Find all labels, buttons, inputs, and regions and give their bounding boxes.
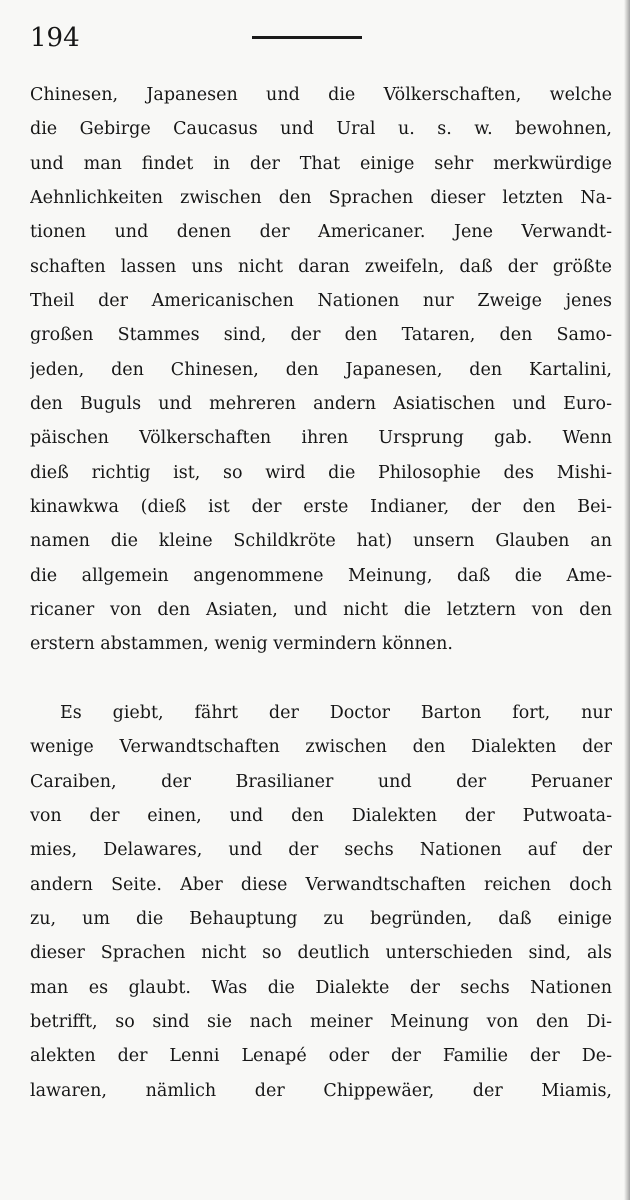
text-line: von der einen, und den Dialekten der Putwoata-: [30, 805, 612, 826]
text-line: kinawkwa (dieß ist der erste Indianer, der den Bei-: [30, 496, 612, 517]
text-line: lawaren, nämlich der Chippewäer, der Miamis,: [30, 1080, 612, 1101]
paragraph-1: [30, 78, 612, 662]
text-line: erstern abstammen, wenig vermindern können.: [30, 634, 453, 655]
paragraph-2: [30, 696, 612, 1108]
text-line: Aehnlichkeiten zwischen den Sprachen dieser letzten Na-: [30, 187, 612, 208]
text-line: tionen und denen der Americaner. Jene Verwandt-: [30, 222, 612, 243]
text-line: andern Seite. Aber diese Verwandtschaften reichen doch: [30, 874, 612, 895]
text-line: Es giebt, fährt der Doctor Barton fort, nur: [60, 703, 612, 723]
text-line: namen die kleine Schildkröte hat) unsern Glauben an: [30, 531, 612, 552]
text-line: dieß richtig ist, so wird die Philosophie des Mishi-: [30, 462, 612, 483]
text-line: Chinesen, Japanesen und die Völkerschaften, welche: [30, 85, 612, 105]
text-line: zu, um die Behauptung zu begründen, daß einige: [30, 908, 612, 929]
text-line: wenige Verwandtschaften zwischen den Dialekten der: [30, 737, 612, 758]
text-line: jeden, den Chinesen, den Japanesen, den Kartalini,: [30, 359, 612, 380]
text-line: Theil der Americanischen Nationen nur Zweige jenes: [30, 290, 612, 311]
page-edge-shadow: [624, 0, 630, 1200]
text-line: mies, Delawares, und der sechs Nationen auf der: [30, 840, 612, 861]
text-line: die allgemein angenommene Meinung, daß die Ame-: [30, 565, 612, 586]
header-rule: [252, 36, 362, 39]
text-line: die Gebirge Caucasus und Ural u. s. w. bewohnen,: [30, 119, 612, 140]
text-line: ricaner von den Asiaten, und nicht die letztern von den: [30, 599, 612, 620]
text-line: alekten der Lenni Lenapé oder der Familie der De-: [30, 1046, 612, 1067]
text-line: betrifft, so sind sie nach meiner Meinung von den Di-: [30, 1011, 612, 1032]
text-line: und man findet in der That einige sehr merkwürdige: [30, 153, 612, 174]
page-number: 194: [30, 23, 80, 53]
text-line: päischen Völkerschaften ihren Ursprung gab. Wenn: [30, 428, 612, 449]
text-line: Caraiben, der Brasilianer und der Peruaner: [30, 771, 612, 792]
text-line: dieser Sprachen nicht so deutlich unterschieden sind, als: [30, 943, 612, 964]
page-header: [30, 22, 610, 62]
text-line: großen Stammes sind, der den Tataren, den Samo-: [30, 325, 612, 346]
text-line: man es glaubt. Was die Dialekte der sechs Nationen: [30, 977, 612, 998]
text-line: schaften lassen uns nicht daran zweifeln, daß der größte: [30, 256, 612, 277]
text-line: den Buguls und mehreren andern Asiatischen und Euro-: [30, 393, 612, 414]
